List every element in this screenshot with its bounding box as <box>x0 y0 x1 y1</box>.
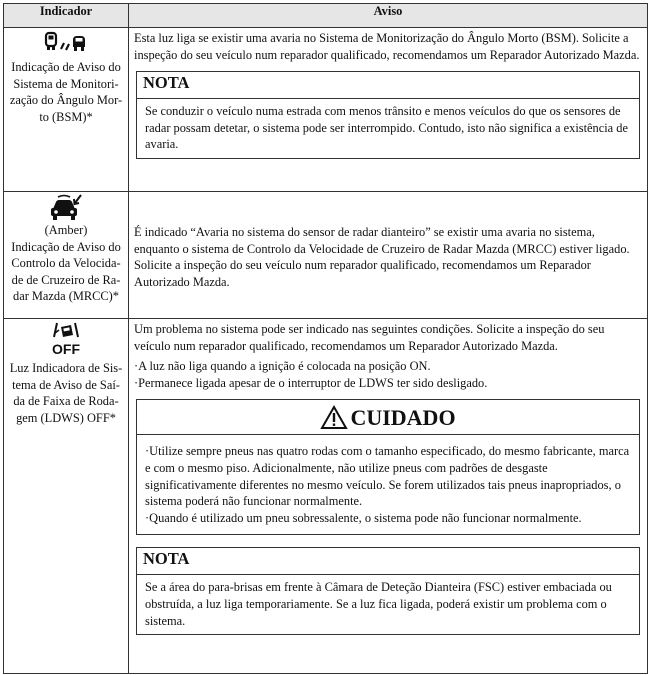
warning-text-ldws: Um problema no sistema pode ser indicado nas seguintes condições. Solicite a inspeção do seu veículo num reparador qualificado, recomendamos um Reparador Autorizado Mazda. <box>134 322 605 353</box>
indicator-label-bsm: Indicação de Aviso do Sistema de Monitori- zação do Ângulo Mor- to (BSM)* <box>9 60 123 124</box>
table-row-ldws <box>4 319 648 674</box>
condition-list <box>134 358 642 391</box>
ldws-off-icon <box>51 321 81 357</box>
warning-text-bsm: Esta luz liga se existir uma avaria no Sistema de Monitorização do Ângulo Morto (BSM). Solicite a inspeção do seu veículo num reparador qualificado, recomendamos um Reparador Autorizado Mazda. <box>134 31 640 62</box>
list-item: ·Utilize sempre pneus nas quatro rodas com o tamanho especificado, do mesmo fabricante, marca e com o mesmo piso. Adicionalmente, não utilize pneus com padrões de desgaste significativamente diferentes no mesmo veículo. Se forem utilizados tais pneus inapropriados, o sistema poderá não funcionar normalmente. <box>145 444 630 509</box>
note-text-bsm: Se conduzir o veículo numa estrada com menos trânsito e menos veículos do que os sensores de radar possam detetar, o sistema pode ser interrompido. Contudo, isto não significa a existência de avaria. <box>145 104 628 152</box>
warning-cell-ldws <box>129 319 648 674</box>
note-title: NOTA <box>137 548 639 575</box>
table-row-mrcc <box>4 192 648 319</box>
caution-header <box>137 400 639 435</box>
note-box-bsm <box>136 71 640 159</box>
header-warning: Aviso <box>129 4 648 28</box>
indicator-cell-ldws <box>4 319 129 674</box>
mrcc-warning-icon <box>49 194 83 222</box>
note-title: NOTA <box>137 72 639 99</box>
list-item: ·Permanece ligada apesar de o interruptor de LDWS ter sido desligado. <box>134 375 488 390</box>
header-indicator: Indicador <box>4 4 129 28</box>
list-item: ·A luz não liga quando a ignição é colocada na posição ON. <box>134 359 431 374</box>
note-text-ldws: Se a área do para-brisas em frente à Câmara de Deteção Dianteira (FSC) estiver embaciada ou obstruída, a luz liga temporariamente. Se a luz fica ligada, poderá existir um problema com o sistema. <box>145 580 612 628</box>
warning-cell-bsm <box>129 28 648 192</box>
caution-title: CUIDADO <box>350 404 456 430</box>
indicator-cell-mrcc <box>4 192 129 319</box>
caution-body <box>137 435 639 534</box>
ldws-off-label: OFF <box>52 341 80 357</box>
warning-indicator-table <box>3 3 648 674</box>
indicator-label-mrcc: (Amber) Indicação de Aviso do Controlo da Velocida- de de Cruzeiro de Ra- dar Mazda (MRCC)* <box>11 223 121 303</box>
warning-text-mrcc: É indicado “Avaria no sistema do sensor de radar dianteiro” se existir uma avaria no sistema, enquanto o sistema de Controlo da Velocidade de Cruzeiro de Radar Mazda (MRCC) estiver ligado. Solicite a inspeção do seu veículo num reparador qualificado, recomendamos um Reparador Autorizado Mazda. <box>134 225 630 289</box>
indicator-cell-bsm <box>4 28 129 192</box>
warning-triangle-icon <box>320 405 348 430</box>
warning-cell-mrcc <box>129 192 648 319</box>
note-box-ldws <box>136 547 640 635</box>
bsm-warning-icon <box>43 30 89 56</box>
indicator-label-ldws: Luz Indicadora de Sis- tema de Aviso de Saí- da de Faixa de Roda- gem (LDWS) OFF* <box>9 361 123 425</box>
list-item: ·Quando é utilizado um pneu sobressalente, o sistema pode não funcionar normalmente. <box>145 510 582 525</box>
caution-box <box>136 399 640 535</box>
table-row-bsm <box>4 28 648 192</box>
